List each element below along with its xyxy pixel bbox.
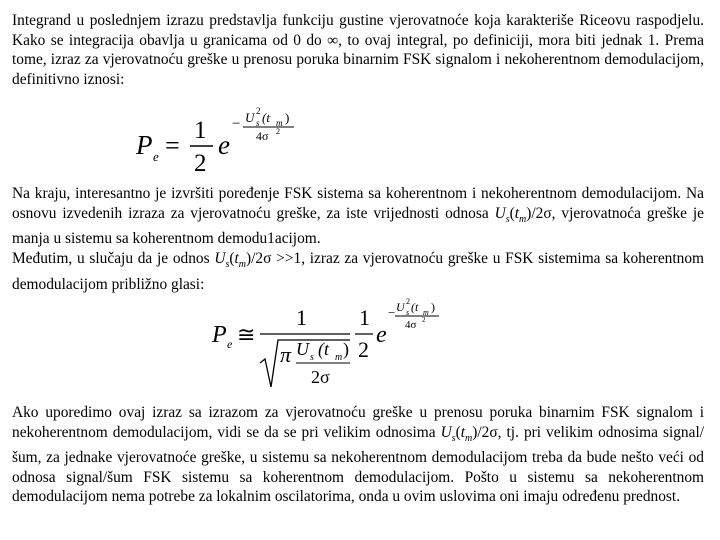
- f2-approx: ≅: [237, 322, 256, 347]
- f2-exp-u-sup: 2: [406, 297, 410, 306]
- p2-var-t-2: t: [234, 249, 239, 267]
- f1-exp-denominator: 4σ: [256, 129, 269, 143]
- f2-exp-u: U: [396, 300, 405, 314]
- f2-half-denominator: 2: [358, 337, 369, 362]
- p2-lparen-2: (: [229, 249, 235, 267]
- f2-exp-den-sup: 2: [422, 316, 426, 324]
- f2-sqrt-pi: π: [280, 342, 292, 367]
- paragraph-comparison: [12, 184, 704, 294]
- p3-var-u: U: [440, 423, 452, 441]
- p3-part-b: )/2σ, tj. pri velikim odnosima signal/šum, za jednake vjerovatnoće greške, u sistemu sa nekoherentnom demodulacijom treba da bude nešto veći od odnosa signal/šum FSK sistemu sa koherentnom demodulacijom. Pošto u sistemu sa nekoherentnom demodulacijom nema potrebe za lokalnim oscilatorima, onda u ovim uslovima oni imaju određenu prednost.: [12, 423, 705, 506]
- p3-part-a: Ako uporedimo ovaj izraz sa izrazom za vjerovatnoću greške u prenosu poruka binarnim FSK signalom i nekoherentnom demodulacijom, vidi se da se pri velikim odnosima: [12, 404, 704, 441]
- f2-exp-rparen: ): [431, 300, 435, 314]
- f1-exp-u-sup: 2: [256, 106, 261, 116]
- f2-exp-denominator: 4σ: [405, 319, 417, 331]
- f2-base-e: e: [376, 322, 387, 348]
- p2-var-u: U: [494, 204, 506, 222]
- f1-equals: =: [165, 131, 180, 160]
- paragraph-rice-distribution: [12, 11, 704, 89]
- f2-inner-t: (t: [318, 339, 329, 359]
- f1-exp-u-sub: s: [256, 118, 260, 128]
- p2-tail1: )/2σ, vjerovatnoća greške je manja u sistemu sa koherentnom demodu1acijom.: [12, 204, 704, 248]
- f1-exp-t-sub: m: [276, 118, 283, 128]
- f2-exp-u-sub: s: [406, 308, 410, 317]
- f2-exp-sign: −: [388, 305, 396, 320]
- p2-tail2: )/2σ >>1, izraz za vjerovatnoću greške u FSK sistemima sa koherentnom demodulacijom približno glasi:: [12, 249, 704, 293]
- p3-var-m: m: [465, 432, 473, 444]
- f1-exp-rparen: ): [285, 110, 290, 125]
- f1-exp-u: U: [245, 110, 255, 125]
- f2-inner-t-sub: m: [335, 352, 343, 363]
- f1-lhs: P: [136, 130, 153, 160]
- f1-exp-t: (t: [262, 110, 270, 125]
- f1-lhs-sub: e: [153, 149, 159, 164]
- f2-exp-t-sub: m: [423, 308, 429, 317]
- f2-inner-rparen: ): [343, 339, 349, 359]
- paragraph-2-text: [12, 184, 704, 294]
- paragraph-conclusion: [12, 403, 704, 507]
- f2-inner-u: U: [296, 339, 309, 359]
- p2-lparen: (: [509, 204, 515, 222]
- p3-lparen: (: [455, 423, 461, 441]
- f2-exp-t: (t: [411, 300, 419, 314]
- formula-1-svg: [132, 104, 322, 182]
- p2-var-u-2: U: [214, 249, 226, 267]
- formula-2-svg: [210, 295, 450, 395]
- f1-exp-den-sup: 2: [276, 127, 280, 136]
- p2-var-s: s: [505, 213, 510, 225]
- p3-var-s: s: [451, 432, 456, 444]
- p3-var-t: t: [460, 423, 466, 441]
- f1-denominator: 2: [194, 150, 207, 177]
- p2-var-m: m: [519, 213, 527, 225]
- f1-exp-sign: −: [232, 116, 241, 132]
- paragraph-3-text: [12, 403, 704, 507]
- p2-line2: Međutim, u slučaju da je odnos: [12, 249, 215, 267]
- f1-base-e: e: [218, 130, 230, 160]
- p2-line1: Na kraju, interesantno je izvršiti poređenje FSK sistema sa koherentnom i nekoherentnom demodulacijom. Na osnovu izvedenih izraza za vjerovatnoću greške, za iste vrijednosti odnosa: [12, 185, 704, 222]
- p2-var-m-2: m: [238, 258, 247, 270]
- p2-var-s-2: s: [225, 258, 230, 270]
- formula-coherent-approximation: [210, 295, 450, 395]
- f2-frac-numerator: 1: [296, 305, 307, 330]
- f2-lhs-sub: e: [227, 337, 233, 351]
- f1-numerator: 1: [194, 117, 207, 144]
- f2-lhs: P: [212, 322, 227, 348]
- paragraph-1-text: Integrand u poslednjem izrazu predstavlja funkciju gustine vjerovatnoće koja karakteriše Riceovu raspodjelu. Kako se integracija obavlja u granicama od 0 do ∞, to ovaj integral, po definiciji, mora biti jednak 1. Prema tome, izraz za vjerovatnoću greške u prenosu poruka binarnim FSK signalom i nekoherentnom demodulacijom, definitivno iznosi:: [12, 12, 704, 88]
- f2-inner-u-sub: s: [310, 352, 314, 363]
- formula-noncoherent-error-probability: [132, 104, 322, 182]
- p2-var-t: t: [514, 204, 520, 222]
- f2-inner-denominator: 2σ: [311, 367, 330, 387]
- f2-half-numerator: 1: [359, 305, 370, 330]
